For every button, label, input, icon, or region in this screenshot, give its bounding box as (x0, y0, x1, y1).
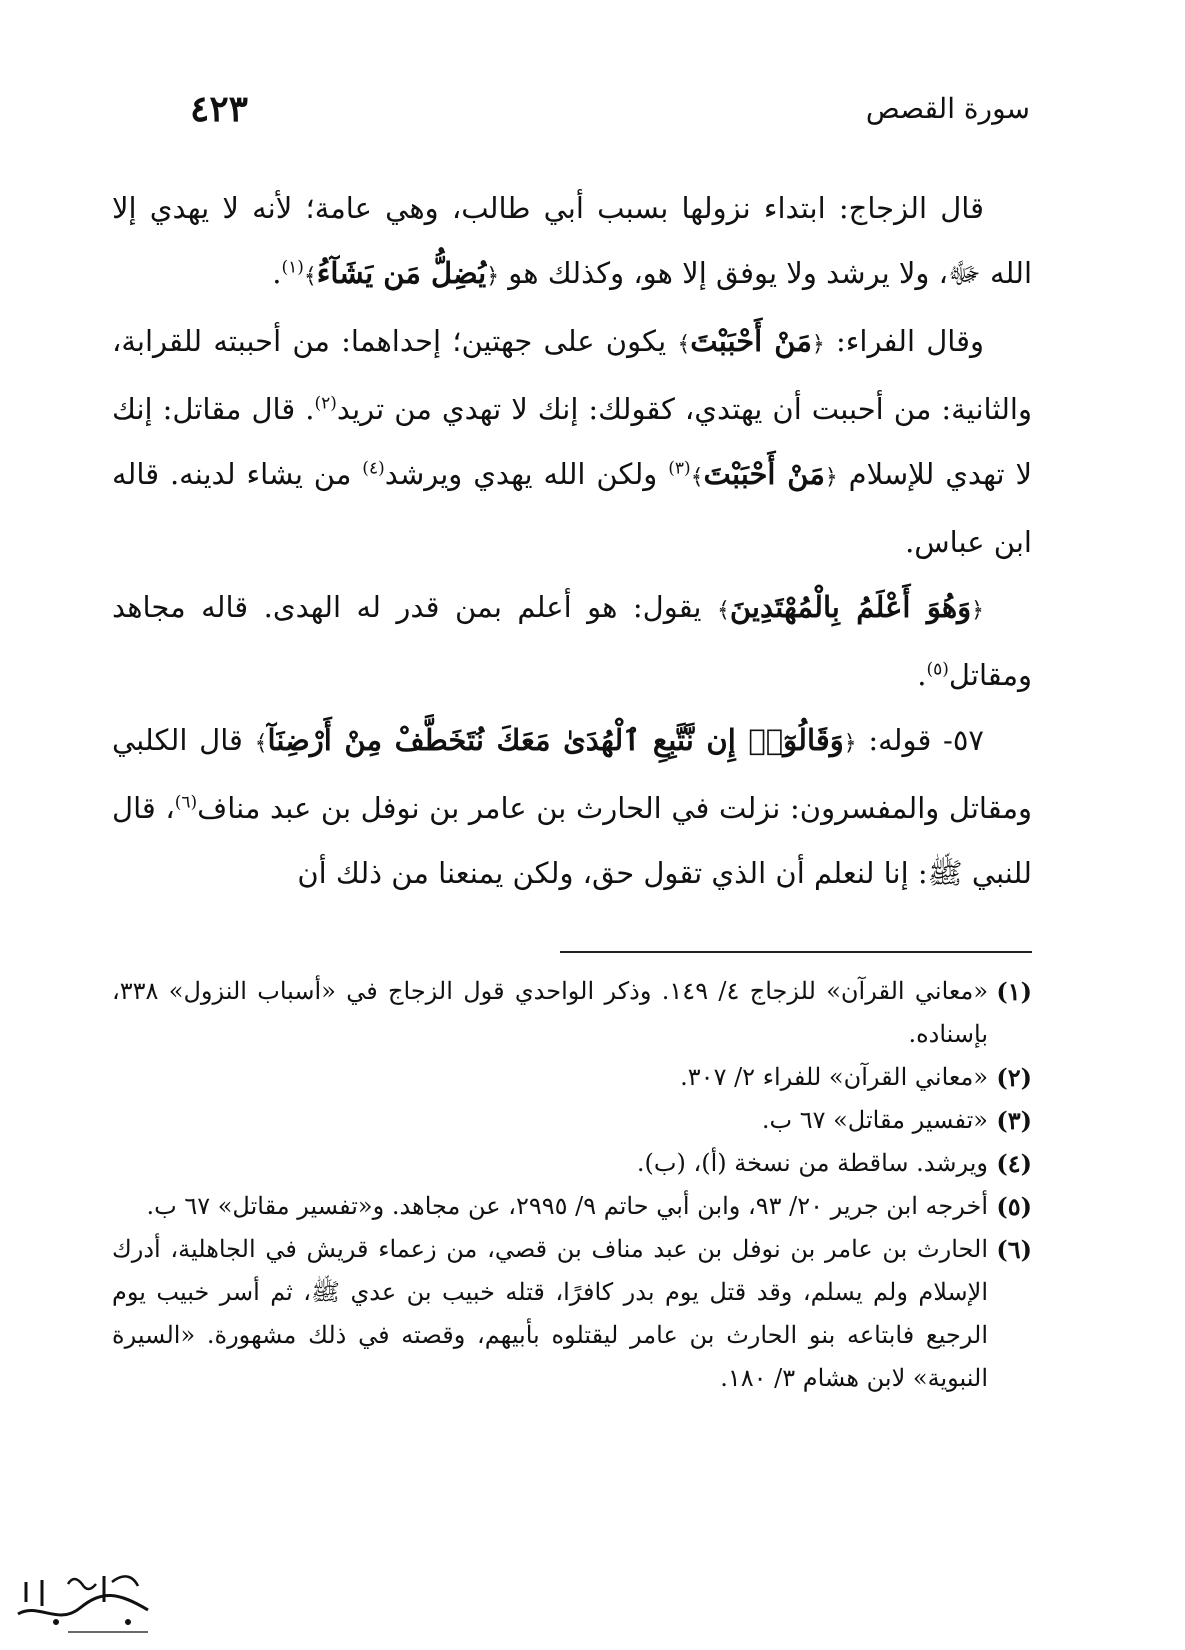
footnote-text: أخرجه ابن جرير ٢٠/ ٩٣، وابن أبي حاتم ٩/ ٢٩٩٥، عن مجاهد. و«تفسير مقاتل» ٦٧ ب. (146, 1192, 988, 1220)
footnote-text: ويرشد. ساقطة من نسخة (أ)، (ب). (636, 1149, 988, 1177)
footnote-ref: (٢) (314, 393, 337, 414)
footnote-5 (112, 1185, 1032, 1228)
ornate-bracket-close: ﴾ (254, 731, 268, 756)
footnote-6 (112, 1228, 1032, 1400)
quran-verse: يُضِلُّ مَن يَشَآءُ (316, 256, 487, 290)
page-header (190, 88, 1030, 138)
ornate-bracket-close: ﴾ (303, 264, 317, 289)
main-text (112, 176, 1032, 906)
quran-verse: وَهُوَ أَعْلَمُ بِالْمُهْتَدِينَ (729, 590, 972, 624)
paragraph-text: ولكن الله يهدي ويرشد (384, 457, 658, 491)
footnote-number: (٦) (996, 1235, 1032, 1264)
ornate-bracket-open: ﴿ (971, 598, 985, 623)
paragraph-text: يقول: هو أعلم بمن قدر له الهدى. قاله مجاهد ومقاتل (112, 590, 1032, 692)
ornate-bracket-close: ﴾ (690, 465, 704, 490)
footnote-2 (112, 1056, 1032, 1099)
paragraph-tail: . (917, 658, 927, 692)
quran-verse: مَنْ أَحْبَبْتَ (690, 324, 812, 358)
footnote-ref: (١) (281, 257, 304, 278)
footnote-number: (١) (996, 977, 1032, 1006)
footnote-4 (112, 1142, 1032, 1185)
ornate-bracket-open: ﴿ (824, 465, 838, 490)
footnote-ref: (٤) (362, 458, 385, 479)
paragraph-farra (112, 309, 1032, 575)
paragraph-zajjaj (112, 176, 1032, 309)
footnote-text: «تفسير مقاتل» ٦٧ ب. (761, 1106, 988, 1134)
paragraph-text: يكون على جهتين؛ إحداهما: من أحببته للقرابة، والثانية: من أحببت أن يهتدي، كقولك: إنك لا تهدي من تريد (112, 324, 1032, 426)
quran-verse: مَنْ أَحْبَبْتَ (703, 457, 825, 491)
footnote-3 (112, 1099, 1032, 1142)
footnote-text: «معاني القرآن» للفراء ٢/ ٣٠٧. (680, 1063, 988, 1091)
watermark-logo (8, 1562, 158, 1642)
paragraph-ahlam (112, 575, 1032, 708)
footnote-ref: (٥) (926, 659, 949, 680)
footnote-ref: (٦) (174, 792, 198, 813)
paragraph-text: ، قال للنبي ﷺ: إنا لنعلم أن الذي تقول حق، ولكن يمنعنا من ذلك أن (112, 791, 1032, 890)
footnote-text: الحارث بن عامر بن نوفل بن عبد مناف بن قصي، من زعماء قريش في الجاهلية، أدرك الإسلام ولم يسلم، وقد قتل يوم بدر كافرًا، قتله خبيب بن عدي ﷺ، ثم أسر خبيب يوم الرجيع فابتاعه بنو الحارث بن عامر ليقتلوه بأبيهم، وقصته في ذلك مشهورة. «السيرة النبوية» لابن هشام ٣/ ١٨٠. (112, 1235, 988, 1392)
paragraph-lead: ٥٧- قوله: (868, 723, 984, 757)
paragraph-text: من يشاء لدينه. قاله ابن عباس. (112, 457, 1032, 559)
ornate-bracket-open: ﴿ (811, 332, 825, 357)
footnote-ref: (٣) (668, 458, 691, 479)
footnotes (112, 970, 1032, 1400)
footnote-number: (٢) (996, 1063, 1032, 1092)
footnote-number: (٣) (996, 1106, 1032, 1135)
paragraph-text: قال الزجاج: ابتداء نزولها بسبب أبي طالب، وهي عامة؛ لأنه لا يهدي إلا الله ﷻ، ولا يرشد ولا يوفق إلا هو، وكذلك هو (112, 191, 1032, 290)
ornate-bracket-close: ﴾ (716, 598, 730, 623)
footnote-1 (112, 970, 1032, 1056)
page-number: ٤٢٣ (190, 88, 249, 130)
footnote-number: (٥) (996, 1192, 1032, 1221)
paragraph-lead: وقال الفراء: (836, 324, 985, 358)
footnote-divider (560, 951, 1032, 953)
footnote-text: «معاني القرآن» للزجاج ٤/ ١٤٩. وذكر الواحدي قول الزجاج في «أسباب النزول» ٣٣٨، بإسناده. (112, 977, 989, 1048)
footnote-number: (٤) (996, 1149, 1032, 1178)
paragraph-tail: . (272, 256, 282, 290)
ornate-bracket-open: ﴿ (843, 731, 857, 756)
paragraph-verse-57 (112, 708, 1032, 906)
paragraph-text: قال الكلبي ومقاتل والمفسرون: نزلت في الحارث بن عامر بن نوفل بن عبد مناف (112, 723, 1032, 825)
ornate-bracket-open: ﴿ (486, 264, 500, 289)
paragraph-text: . قال مقاتل: إنك لا تهدي للإسلام (112, 392, 1033, 491)
ornate-bracket-close: ﴾ (677, 332, 691, 357)
quran-verse: وَقَالُوٓا۟ إِن نَّتَّبِعِ ٱلْهُدَىٰ مَعَكَ نُتَخَطَّفْ مِنْ أَرْضِنَآ (267, 723, 844, 757)
surah-title: سورة القصص (865, 92, 1030, 125)
